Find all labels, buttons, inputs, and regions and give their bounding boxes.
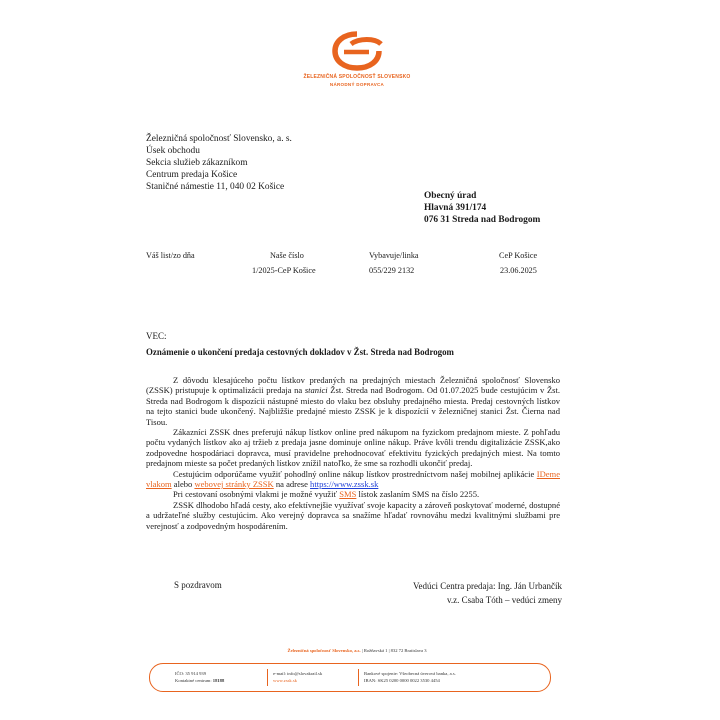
- subject-label: VEC:: [146, 331, 167, 341]
- sender-line: Úsek obchodu: [146, 146, 200, 156]
- sender-address: [146, 133, 292, 193]
- sender-line: Sekcia služieb zákazníkom: [146, 158, 248, 168]
- footer-web-link[interactable]: www.zssk.sk: [273, 677, 297, 683]
- zssk-logo-icon: [331, 30, 383, 72]
- ref-value-our-number: 1/2025-CeP Košice: [252, 266, 316, 275]
- zssk-url-link[interactable]: https://www.zssk.sk: [310, 479, 379, 490]
- sender-line: Železničná spoločnosť Slovensko, a. s.: [146, 134, 292, 144]
- logo-tagline: NÁRODNÝ DOPRAVCA: [329, 82, 385, 87]
- footer-divider: [358, 669, 359, 686]
- sender-line: Staničné námestie 11, 040 02 Košice: [146, 182, 285, 192]
- ref-header-our-number: Naše číslo: [270, 251, 304, 260]
- zssk-website-link[interactable]: webovej stránky ZSSK: [194, 479, 274, 490]
- paragraph-4: Pri cestovaní osobnými vlakmi je možné využiť SMS lístok zaslaním SMS na číslo 2255.: [173, 489, 480, 500]
- signature-block: [351, 580, 562, 607]
- footer-address: | Rožňavská 1 | 832 72 Bratislava 3: [360, 648, 427, 653]
- footer-address-line: [101, 648, 613, 653]
- footer-org-name: Železničná spoločnosť Slovensko, a.s.: [287, 648, 361, 653]
- recipient-line: Hlavná 391/174: [424, 203, 487, 214]
- ref-value-handled-by: 055/229 2132: [369, 266, 415, 275]
- recipient-address: [424, 190, 540, 227]
- footer-col-company: [175, 671, 224, 684]
- company-logo: [101, 30, 613, 87]
- ideme-vlakom-link[interactable]: IDeme vlakom: [146, 468, 560, 490]
- paragraph-2: Zákazníci ZSSK dnes preferujú nákup lístkov online pred nákupom na fyzickom predajnom mieste. Z pohľadu počtu vydaných lístkov ako aj tržieb z predaja jasne dominuje online nákup. Práve kvôli trendu digitalizácie ZSSK,ako zodpovedne hospodáriaci dopravca, musí pravidelne prehodnocovať efektivitu fyzických predajných miest. Na tomto predajnom mieste sa počet predaných lístkov znížil natoľko, že sme sa rozhodli ukončiť predaj.: [146, 427, 560, 469]
- signer-deputy: v.z. Csaba Tóth – vedúci zmeny: [447, 594, 562, 605]
- footer-info-box: [149, 663, 551, 692]
- subject-line: Oznámenie o ukončení predaja cestovných dokladov v Žst. Streda nad Bodrogom: [146, 347, 454, 357]
- ref-header-handled-by: Vybavuje/linka: [369, 251, 419, 260]
- sender-line: Centrum predaja Košice: [146, 170, 238, 180]
- footer-iban: IBAN: SK25 0200 0000 0022 3530 4454: [364, 677, 440, 683]
- recipient-line: 076 31 Streda nad Bodrogom: [424, 215, 541, 226]
- footer-col-bank: [364, 671, 456, 684]
- letter-body: [146, 375, 560, 531]
- ref-header-office: CeP Košice: [499, 251, 538, 260]
- footer-contact: Kontaktné centrum: 18188: [175, 677, 225, 683]
- footer-ico: IČO: 35 914 939: [175, 671, 207, 676]
- footer-divider: [267, 669, 268, 686]
- ref-value-date: 23.06.2025: [500, 266, 537, 275]
- footer-col-contact: [273, 671, 322, 684]
- paragraph-5: ZSSK dlhodobo hľadá cesty, ako efektívnejšie využívať svoje kapacity a zároveň poskytovať moderné, dostupné a udržateľné služby cestujúcim. Ako verejný dopravca sa snažíme hľadať rovnováhu medzi kvalitnými službami pre verejnosť a zodpovedným hospodárením.: [146, 499, 560, 531]
- paragraph-3: Cestujúcim odporúčame využiť pohodlný online nákup lístkov prostredníctvom našej mobilnej aplikácie IDeme vlakom alebo webovej stránky ZSSK na adrese https://www.zssk.sk: [146, 468, 560, 490]
- letter-page: [101, 0, 613, 720]
- closing-greeting: S pozdravom: [174, 580, 222, 590]
- signer-name: Vedúci Centra predaja: Ing. Ján Urbančík: [413, 581, 562, 591]
- paragraph-1: Z dôvodu klesajúceho počtu lístkov predaných na predajných miestach Železničná spoločnosť Slovensko (ZSSK) pristupuje k optimalizácii predaja na stanici Žst. Streda nad Bodrogom. Od 01.07.2025 bude cestujúcim v Žst. Streda nad Bodrogom k dispozícii nástupné miesto do vlaku bez obsluhy predajného miesta. Predaj cestovných lístkov na tejto stanici bude ukončený. Najbližšie predajné miesto ZSSK je k dispozícií v železničnej stanici Žst. Čierna nad Tisou.: [146, 375, 560, 427]
- footer-email: e-mail: info@slovakrail.sk: [273, 671, 323, 676]
- logo-company-name: ŽELEZNIČNÁ SPOLOČNOSŤ SLOVENSKO: [303, 74, 411, 80]
- ref-header-your-letter: Váš list/zo dňa: [146, 251, 195, 260]
- footer-bank: Bankové spojenie: Všeobecná úverová banka, a.s.: [364, 671, 456, 676]
- sms-link[interactable]: SMS: [339, 489, 357, 500]
- recipient-line: Obecný úrad: [424, 191, 477, 201]
